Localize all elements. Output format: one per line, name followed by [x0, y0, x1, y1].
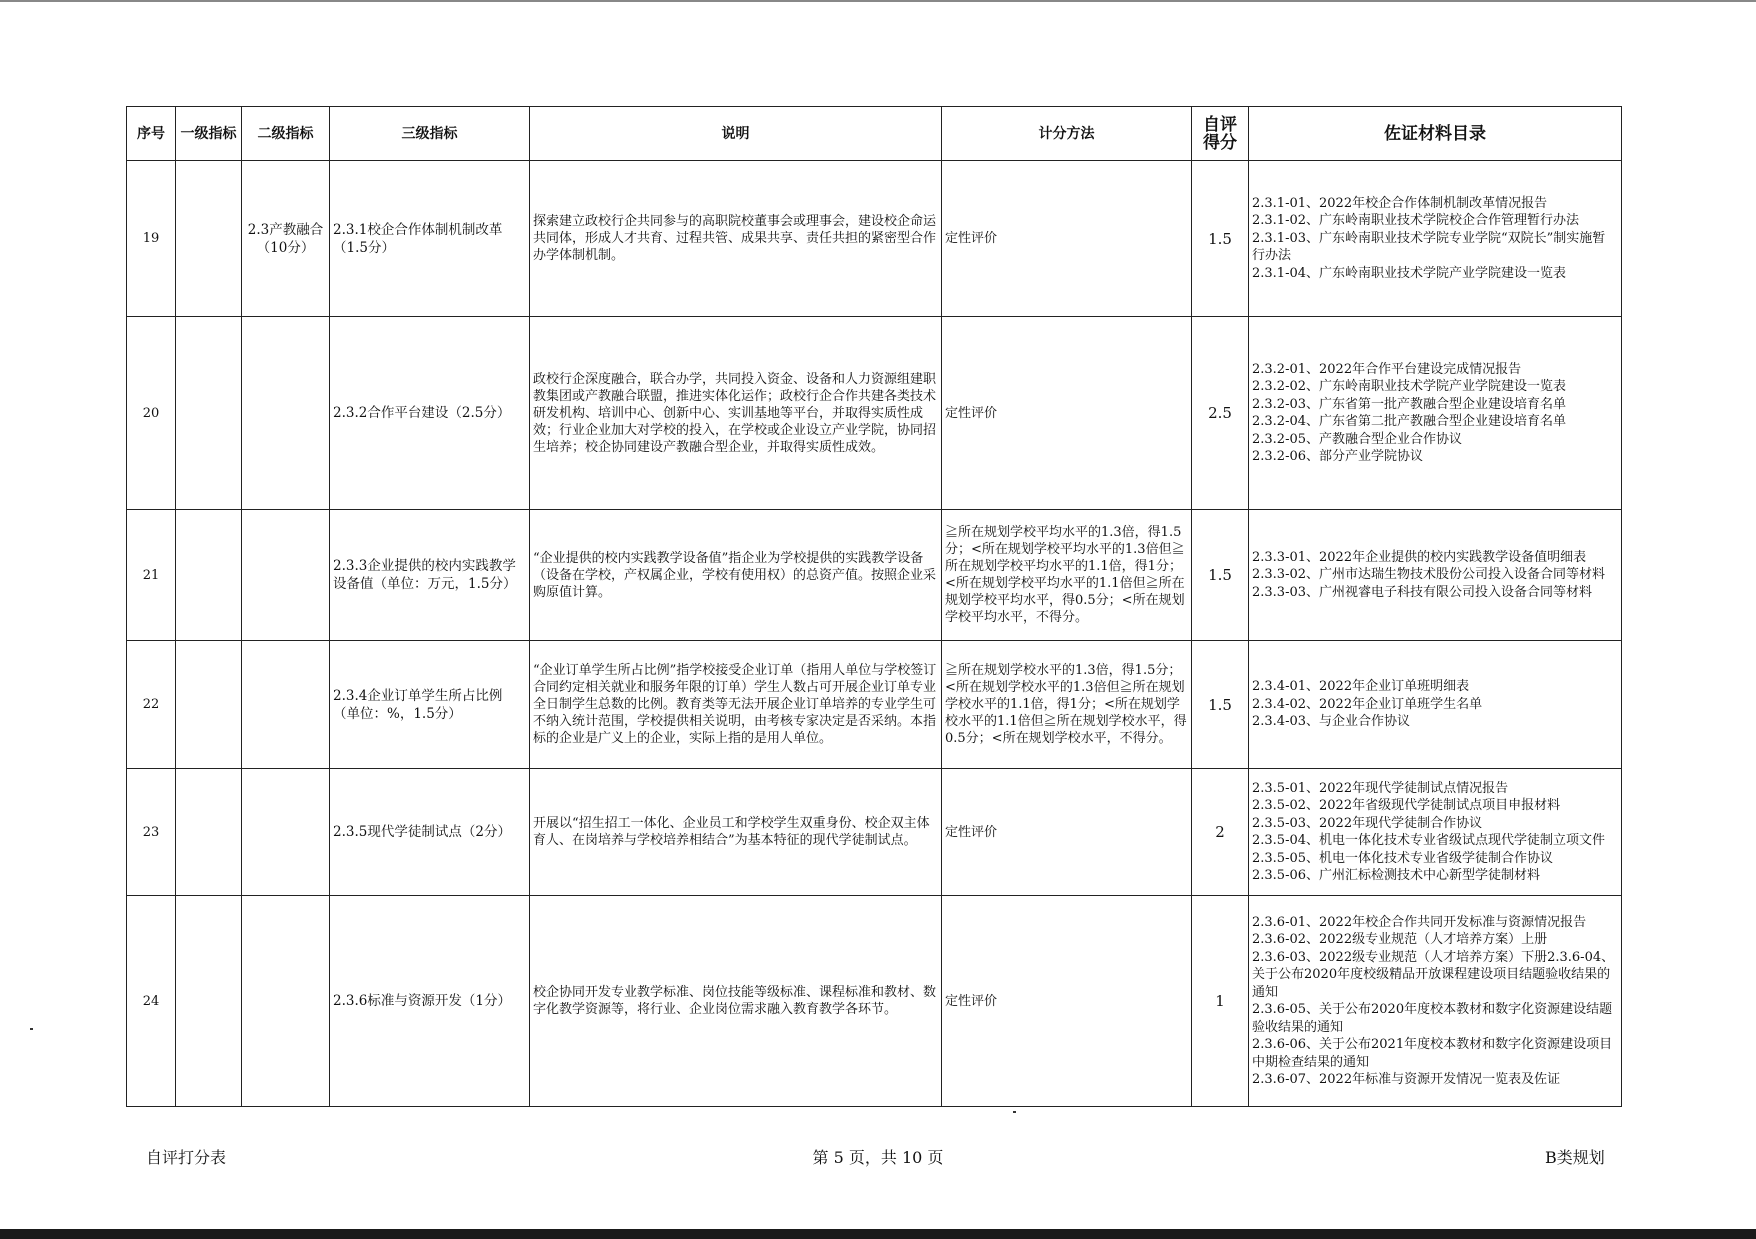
- row-method: 定性评价: [942, 161, 1192, 317]
- table-row: [127, 161, 1622, 317]
- row-description: “企业提供的校内实践教学设备值”指企业为学校提供的实践教学设备（设备在学校，产权属企业，学校有使用权）的总资产值。按照企业采购原值计算。: [530, 510, 942, 641]
- row-evidence: [1249, 769, 1622, 896]
- row-evidence: [1249, 510, 1622, 641]
- row-level2: [242, 641, 330, 769]
- row-seq: 22: [127, 641, 176, 769]
- row-level1: [176, 769, 242, 896]
- row-self-score: 1: [1192, 896, 1249, 1107]
- row-method: ≧所在规划学校平均水平的1.3倍，得1.5分；<所在规划学校平均水平的1.3倍但≧所在规划学校平均水平的1.1倍，得1分；<所在规划学校平均水平的1.1倍但≧所在规划学校平均水平，得0.5分；<所在规划学校平均水平，不得分。: [942, 510, 1192, 641]
- evidence-item: 2.3.4-02、2022年企业订单班学生名单: [1252, 696, 1483, 712]
- row-seq: 24: [127, 896, 176, 1107]
- row-method: 定性评价: [942, 896, 1192, 1107]
- row-evidence: [1249, 641, 1622, 769]
- evidence-item: 2.3.1-01、2022年校企合作体制机制改革情况报告: [1252, 195, 1548, 211]
- row-description: 开展以“招生招工一体化、企业员工和学校学生双重身份、校企双主体育人、在岗培养与学校培养相结合”为基本特征的现代学徒制试点。: [530, 769, 942, 896]
- evidence-item: 2.3.2-02、广东岭南职业技术学院产业学院建设一览表: [1252, 379, 1567, 394]
- row-method: 定性评价: [942, 769, 1192, 896]
- row-self-score: 1.5: [1192, 161, 1249, 317]
- evidence-item: 2.3.2-04、广东省第二批产教融合型企业建设培育名单: [1252, 414, 1567, 429]
- evidence-item: 2.3.2-06、部分产业学院协议: [1252, 449, 1424, 464]
- row-method: ≧所在规划学校水平的1.3倍，得1.5分；<所在规划学校水平的1.3倍但≧所在规划学校水平的1.1倍，得1分；<所在规划学校水平的1.1倍但≧所在规划学校水平，得0.5分；<所在规划学校水平，不得分。: [942, 641, 1192, 769]
- evidence-item: 2.3.1-03、广东岭南职业技术学院专业学院“双院长”制实施暂行办法: [1252, 230, 1606, 264]
- evidence-item: 2.3.5-05、机电一体化技术专业省级学徒制合作协议: [1252, 850, 1554, 866]
- row-level1: [176, 161, 242, 317]
- row-level2: [242, 896, 330, 1107]
- header-level1: 一级指标: [176, 107, 242, 161]
- row-self-score: 2: [1192, 769, 1249, 896]
- scan-speck: [30, 1028, 33, 1030]
- evidence-item: 2.3.5-04、机电一体化技术专业省级试点现代学徒制立项文件: [1252, 833, 1606, 848]
- header-evidence: 佐证材料目录: [1249, 107, 1622, 161]
- table-row: [127, 896, 1622, 1107]
- evidence-item: 2.3.6-07、2022年标准与资源开发情况一览表及佐证: [1252, 1072, 1561, 1087]
- evidence-item: 2.3.2-03、广东省第一批产教融合型企业建设培育名单: [1252, 396, 1567, 412]
- evidence-item: 2.3.4-03、与企业合作协议: [1252, 714, 1411, 730]
- page-top-edge: [0, 0, 1756, 2]
- header-self-score: 自评得分: [1192, 107, 1249, 161]
- row-description: “企业订单学生所占比例”指学校接受企业订单（指用人单位与学校签订合同约定相关就业和服务年限的订单）学生人数占可开展企业订单专业全日制学生总数的比例。教育类等无法开展企业订单培养的专业学生可不纳入统计范围，学校提供相关说明，由考核专家决定是否采纳。本指标的企业是广义上的企业，实际上指的是用人单位。: [530, 641, 942, 769]
- footer-form-name: 自评打分表: [146, 1148, 227, 1167]
- row-seq: 23: [127, 769, 176, 896]
- evidence-item: 2.3.4-01、2022年企业订单班明细表: [1252, 679, 1470, 695]
- evidence-item: 2.3.6-05、关于公布2020年度校本教材和数字化资源建设结题验收结果的通知: [1252, 1002, 1613, 1035]
- row-level1: [176, 317, 242, 510]
- row-seq: 21: [127, 510, 176, 641]
- header-seq: 序号: [127, 107, 176, 161]
- row-level3: 2.3.6标准与资源开发（1分）: [330, 896, 530, 1107]
- row-level2: [242, 769, 330, 896]
- row-level1: [176, 896, 242, 1107]
- row-level1: [176, 510, 242, 641]
- row-description: 校企协同开发专业教学标准、岗位技能等级标准、课程标准和教材、数字化教学资源等，将行业、企业岗位需求融入教育教学各环节。: [530, 896, 942, 1107]
- row-level1: [176, 641, 242, 769]
- evidence-item: 2.3.5-01、2022年现代学徒制试点情况报告: [1252, 780, 1509, 796]
- footer-page-number: 第 5 页，共 10 页: [812, 1148, 944, 1167]
- header-level2: 二级指标: [242, 107, 330, 161]
- row-level2: 2.3产教融合（10分）: [242, 161, 330, 317]
- row-level2: [242, 317, 330, 510]
- evidence-item: 2.3.2-01、2022年合作平台建设完成情况报告: [1252, 361, 1522, 377]
- scan-speck: [1013, 1111, 1016, 1113]
- row-level3: 2.3.5现代学徒制试点（2分）: [330, 769, 530, 896]
- row-level2: [242, 510, 330, 641]
- scan-bottom-edge: [0, 1229, 1756, 1239]
- evidence-item: 2.3.6-02、2022级专业规范（人才培养方案）上册: [1252, 932, 1548, 947]
- footer-category: B类规划: [1545, 1148, 1605, 1167]
- header-description: 说明: [530, 107, 942, 161]
- row-method: 定性评价: [942, 317, 1192, 510]
- row-level3: 2.3.4企业订单学生所占比例（单位：%，1.5分）: [330, 641, 530, 769]
- row-level3: 2.3.3企业提供的校内实践教学设备值（单位：万元，1.5分）: [330, 510, 530, 641]
- table-row: [127, 510, 1622, 641]
- row-level3: 2.3.1校企合作体制机制改革（1.5分）: [330, 161, 530, 317]
- self-evaluation-table: [126, 106, 1622, 1107]
- evidence-item: 2.3.5-02、2022年省级现代学徒制试点项目申报材料: [1252, 798, 1561, 813]
- row-self-score: 1.5: [1192, 641, 1249, 769]
- evidence-item: 2.3.6-06、关于公布2021年度校本教材和数字化资源建设项目中期检查结果的通知: [1252, 1037, 1613, 1070]
- header-method: 计分方法: [942, 107, 1192, 161]
- header-level3: 三级指标: [330, 107, 530, 161]
- evidence-item: 2.3.2-05、产教融合型企业合作协议: [1252, 431, 1463, 447]
- row-self-score: 1.5: [1192, 510, 1249, 641]
- table-row: [127, 769, 1622, 896]
- evidence-item: 2.3.1-02、广东岭南职业技术学院校企合作管理暂行办法: [1252, 213, 1580, 229]
- evidence-item: 2.3.1-04、广东岭南职业技术学院产业学院建设一览表: [1252, 265, 1567, 281]
- evidence-item: 2.3.3-02、广州市达瑞生物技术股份公司投入设备合同等材料: [1252, 567, 1606, 583]
- evidence-item: 2.3.5-03、2022年现代学徒制合作协议: [1252, 815, 1483, 831]
- row-description: 政校行企深度融合，联合办学，共同投入资金、设备和人力资源组建职教集团或产教融合联盟，推进实体化运作；政校行企合作共建各类技术研发机构、培训中心、创新中心、实训基地等平台，并取得实质性成效；行业企业加大对学校的投入，在学校或企业设立产业学院，协同招生培养；校企协同建设产教融合型企业，并取得实质性成效。: [530, 317, 942, 510]
- row-evidence: [1249, 896, 1622, 1107]
- evidence-item: 2.3.6-03、2022级专业规范（人才培养方案）下册2.3.6-04、关于公布2020年度校级精品开放课程建设项目结题验收结果的通知: [1252, 949, 1615, 1000]
- row-level3: 2.3.2合作平台建设（2.5分）: [330, 317, 530, 510]
- row-evidence: [1249, 317, 1622, 510]
- row-evidence: [1249, 161, 1622, 317]
- table-header-row: [127, 107, 1622, 161]
- row-description: 探索建立政校行企共同参与的高职院校董事会或理事会，建设校企命运共同体，形成人才共育、过程共管、成果共享、责任共担的紧密型合作办学体制机制。: [530, 161, 942, 317]
- evidence-item: 2.3.6-01、2022年校企合作共同开发标准与资源情况报告: [1252, 914, 1587, 930]
- evidence-item: 2.3.3-03、广州视睿电子科技有限公司投入设备合同等材料: [1252, 584, 1593, 600]
- evidence-item: 2.3.3-01、2022年企业提供的校内实践教学设备值明细表: [1252, 549, 1587, 565]
- row-seq: 19: [127, 161, 176, 317]
- table-row: [127, 317, 1622, 510]
- evidence-item: 2.3.5-06、广州汇标检测技术中心新型学徒制材料: [1252, 868, 1541, 883]
- row-self-score: 2.5: [1192, 317, 1249, 510]
- table-row: [127, 641, 1622, 769]
- row-seq: 20: [127, 317, 176, 510]
